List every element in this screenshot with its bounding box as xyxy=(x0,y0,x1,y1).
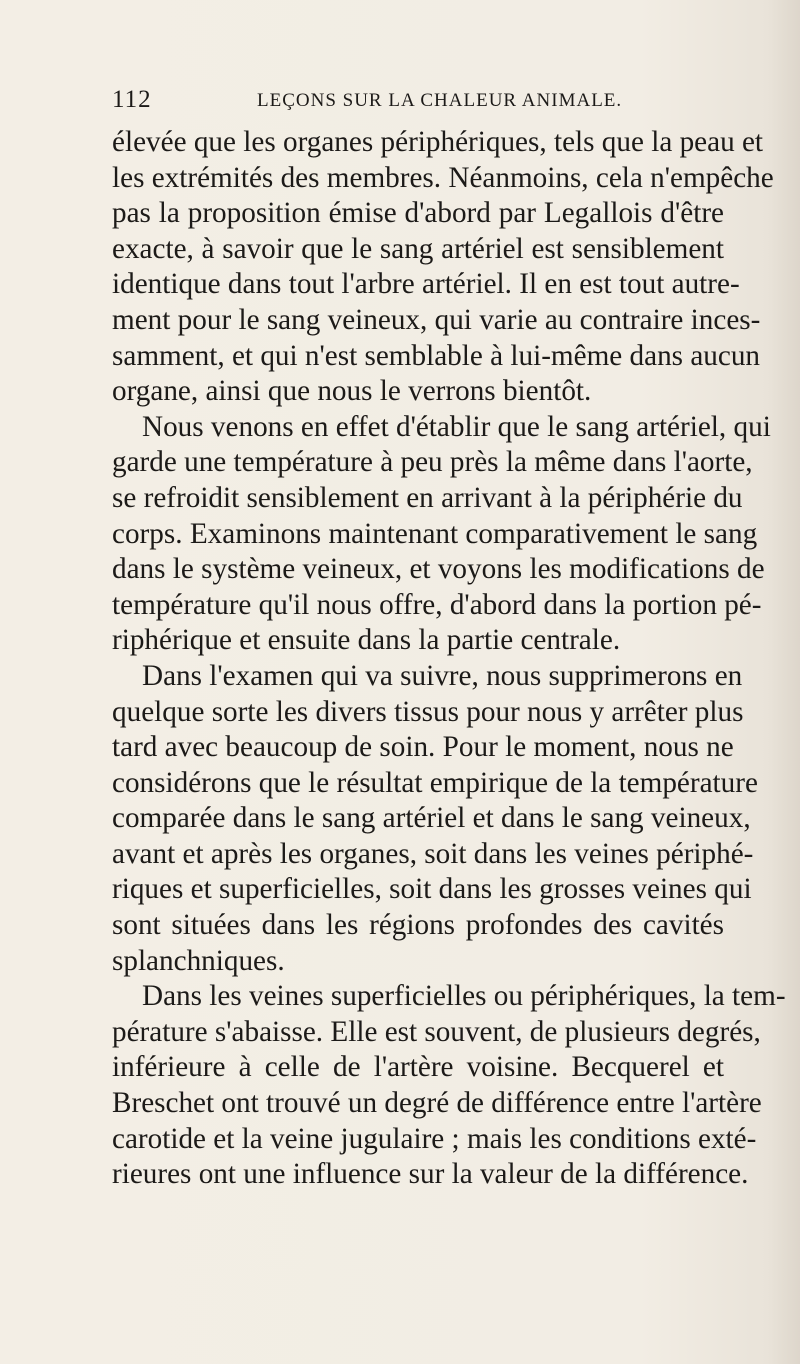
text-line: température qu'il nous offre, d'abord dans la portion pé- xyxy=(112,588,762,621)
text-line: pérature s'abaisse. Elle est souvent, de plusieurs degrés, xyxy=(112,1015,761,1048)
text-line: riphérique et ensuite dans la partie centrale. xyxy=(112,624,621,657)
text-line: Breschet ont trouvé un degré de différence entre l'artère xyxy=(112,1087,762,1120)
paragraph xyxy=(112,410,771,659)
text-line: considérons que le résultat empirique de la température xyxy=(112,766,758,799)
text-line: quelque sorte les divers tissus pour nous y arrêter plus xyxy=(112,695,744,728)
paragraph xyxy=(112,979,786,1193)
text-line: inférieure à celle de l'artère voisine. Becquerel et xyxy=(112,1051,724,1084)
text-line: sont situées dans les régions profondes des cavités xyxy=(112,909,724,942)
paragraph xyxy=(112,125,774,410)
text-line: élevée que les organes périphériques, tels que la peau et xyxy=(112,126,764,158)
text-line: dans le système veineux, et voyons les modifications de xyxy=(112,553,765,586)
text-line: organe, ainsi que nous le verrons bientôt. xyxy=(112,375,592,408)
text-line: carotide et la veine jugulaire ; mais les conditions exté- xyxy=(112,1122,757,1155)
text-line: splanchniques. xyxy=(112,944,285,977)
running-title: LEÇONS SUR LA CHALEUR ANIMALE. xyxy=(257,90,623,111)
text-line: identique dans tout l'arbre artériel. Il en est tout autre- xyxy=(112,268,740,301)
text-line: riques et superficielles, soit dans les grosses veines qui xyxy=(112,873,752,906)
page-number: 112 xyxy=(112,86,152,113)
text-line: rieures ont une influence sur la valeur de la différence. xyxy=(112,1158,749,1191)
text-line: corps. Examinons maintenant comparativement le sang xyxy=(112,517,758,550)
text-line: se refroidit sensiblement en arrivant à la périphérie du xyxy=(112,481,743,514)
body-text xyxy=(112,125,786,1193)
text-line: exacte, à savoir que le sang artériel est sensiblement xyxy=(112,232,724,265)
text-line: ment pour le sang veineux, qui varie au contraire inces- xyxy=(112,303,761,336)
text-line: pas la proposition émise d'abord par Legallois d'être xyxy=(112,197,724,230)
text-line: Nous venons en effet d'établir que le sang artériel, qui xyxy=(142,410,771,443)
text-line: avant et après les organes, soit dans les veines périphé- xyxy=(112,837,754,870)
text-line: tard avec beaucoup de soin. Pour le moment, nous ne xyxy=(112,731,734,764)
text-line: Dans les veines superficielles ou périphériques, la tem- xyxy=(142,980,786,1013)
text-line: Dans l'examen qui va suivre, nous supprimerons en xyxy=(142,659,743,692)
text-line: comparée dans le sang artériel et dans le sang veineux, xyxy=(112,802,751,835)
text-line: les extrémités des membres. Néanmoins, cela n'empêche xyxy=(112,161,774,194)
page-header xyxy=(112,86,732,116)
paragraph xyxy=(112,659,758,979)
text-line: samment, et qui n'est semblable à lui-même dans aucun xyxy=(112,339,761,372)
text-line: garde une température à peu près la même dans l'aorte, xyxy=(112,446,753,479)
